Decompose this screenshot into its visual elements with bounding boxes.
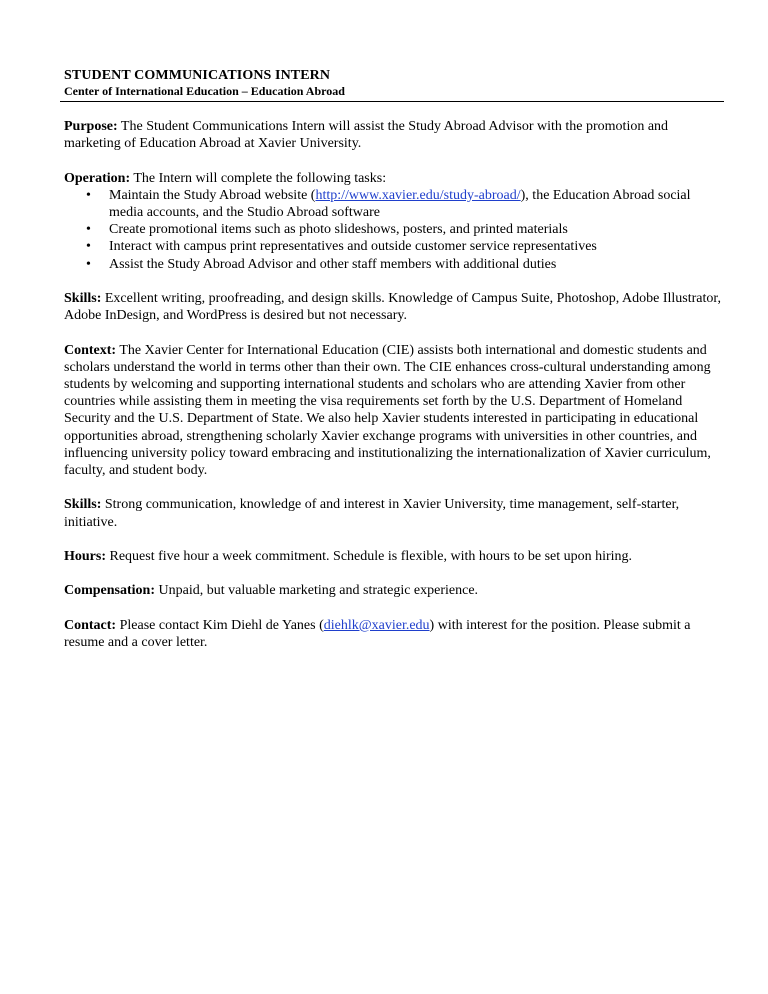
operation-paragraph (64, 170, 724, 187)
skills-paragraph (64, 290, 724, 324)
hours-paragraph (64, 548, 724, 565)
contact-label: Contact: (64, 617, 117, 633)
bullet-icon: • (86, 239, 91, 255)
compensation-label: Compensation: (64, 583, 156, 599)
task-text-before: Maintain the Study Abroad website ( (109, 187, 316, 203)
skills-text-2: Strong communication, knowledge of and interest in Xavier University, time management, self-starter, initiative. (64, 497, 680, 530)
list-item (64, 187, 724, 221)
bullet-icon: • (86, 256, 91, 272)
contact-text-after: ) with interest for the position. Please submit a resume and a cover letter. (64, 617, 691, 650)
document-body (64, 118, 724, 668)
task-text: Assist the Study Abroad Advisor and other staff members with additional duties (109, 256, 557, 272)
purpose-label: Purpose: (64, 119, 118, 134)
skills-label-2: Skills: (64, 497, 102, 513)
hours-label: Hours: (64, 549, 106, 564)
context-text: The Xavier Center for International Education (CIE) assists both international and domestic students and scholars understand the world in terms other than their own. The CIE enhances cross-cultural understanding among students by welcoming and supporting international students and scholars who are attending Xavier from other countries while assisting them in meeting the visa requirements set forth by the U.S. Department of Homeland Security and the U.S. Department of State. We also help Xavier students interested in participating in educational opportunities abroad, strengthening scholarly Xavier exchange programs with universities in other countries, and influencing university policy toward embracing and institutionalizing the internationalization of Xavier curriculum, faculty, and student body. (64, 342, 711, 479)
study-abroad-link[interactable]: http://www.xavier.edu/study-abroad/ (315, 187, 521, 203)
operation-intro: The Intern will complete the following tasks: (133, 170, 387, 186)
list-item (64, 238, 724, 255)
list-item (64, 256, 724, 273)
contact-text-before: Please contact Kim Diehl de Yanes ( (119, 617, 324, 633)
task-list (64, 187, 724, 273)
task-text: Interact with campus print representatives and outside customer service representatives (109, 239, 597, 255)
task-text: Create promotional items such as photo slideshows, posters, and printed materials (109, 222, 568, 238)
contact-email-link[interactable]: diehlk@xavier.edu (323, 617, 430, 633)
document-subtitle: Center of International Education – Education Abroad (64, 84, 345, 98)
skills-paragraph-2 (64, 496, 724, 530)
contact-paragraph (64, 617, 724, 651)
hours-text: Request five hour a week commitment. Schedule is flexible, with hours to be set upon hiring. (109, 549, 633, 564)
compensation-paragraph (64, 582, 724, 599)
document-header (64, 68, 724, 98)
operation-label: Operation: (64, 170, 131, 186)
skills-label: Skills: (64, 291, 102, 306)
context-label: Context: (64, 342, 117, 358)
list-item (64, 221, 724, 238)
task-text-after: ), the Education Abroad social media accounts, and the Studio Abroad software (109, 187, 691, 220)
header-divider (60, 101, 724, 102)
compensation-text: Unpaid, but valuable marketing and strategic experience. (158, 583, 479, 599)
context-paragraph (64, 342, 724, 480)
bullet-icon: • (86, 187, 91, 203)
purpose-text: The Student Communications Intern will assist the Study Abroad Advisor with the promotion and marketing of Education Abroad at Xavier University. (64, 119, 669, 152)
purpose-paragraph (64, 118, 724, 152)
bullet-icon: • (86, 222, 91, 238)
document-title: STUDENT COMMUNICATIONS INTERN (64, 68, 331, 83)
skills-text: Excellent writing, proofreading, and design skills. Knowledge of Campus Suite, Photoshop, Adobe Illustrator, Adobe InDesign, and WordPress is desired but not necessary. (64, 291, 721, 324)
